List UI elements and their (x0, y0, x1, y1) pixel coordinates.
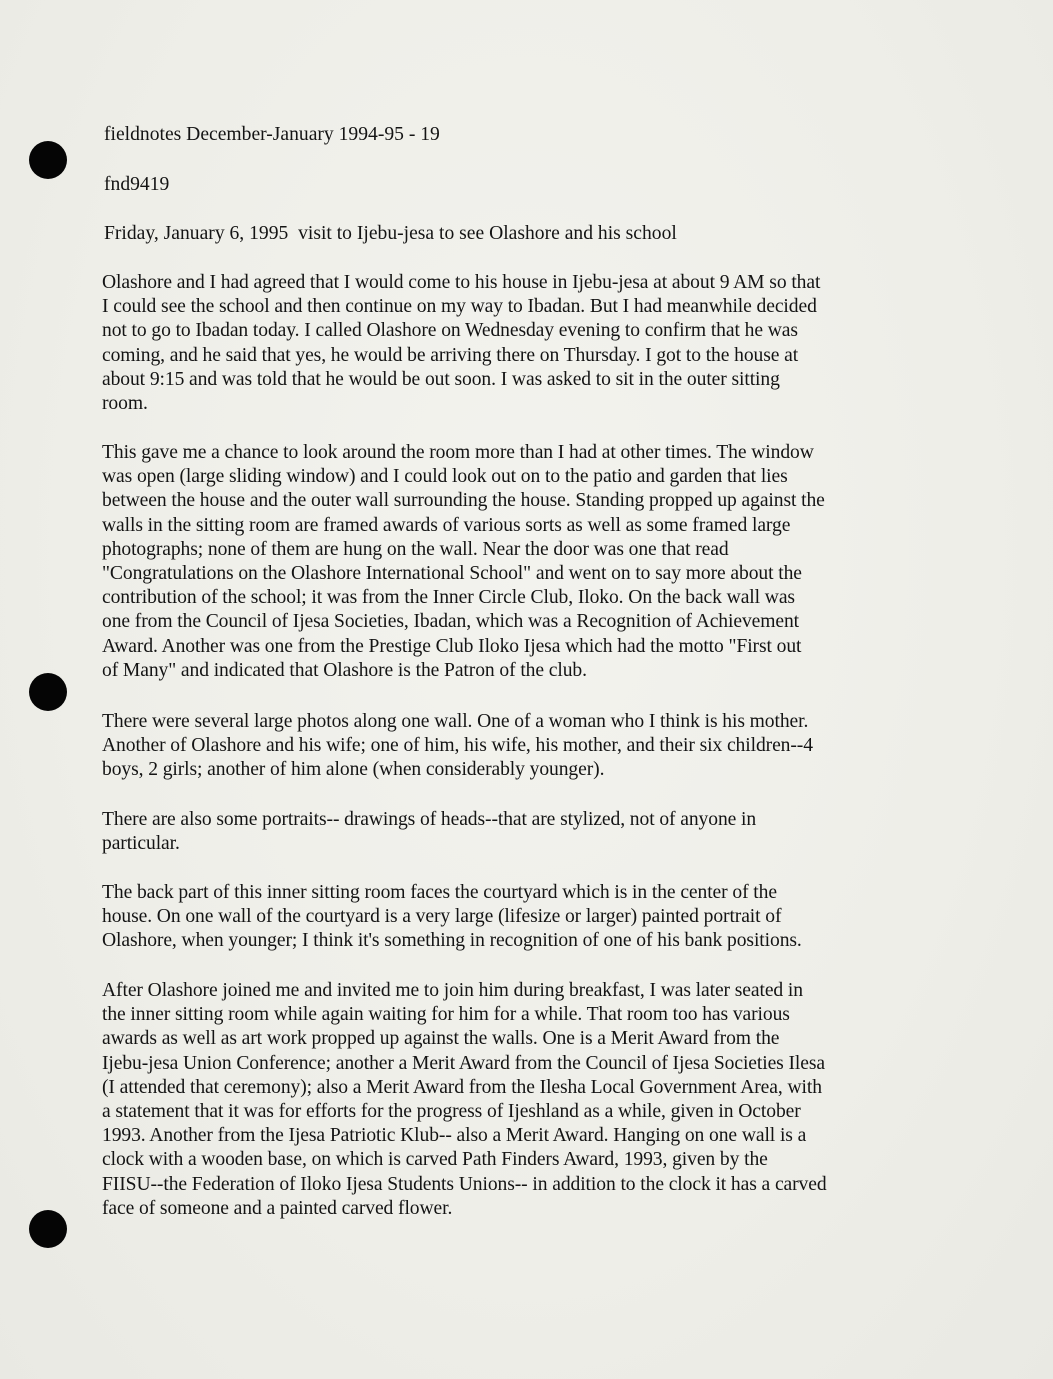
paragraph (102, 808, 932, 856)
text-line: Award. Another was one from the Prestige Club Iloko Ijesa which had the motto "First out (102, 635, 802, 657)
punch-hole (29, 1210, 67, 1248)
text-line: face of someone and a painted carved flower. (102, 1197, 453, 1219)
punch-hole (29, 673, 67, 711)
text-line: Olashore, when younger; I think it's something in recognition of one of his bank positions. (102, 930, 802, 952)
text-line: Olashore and I had agreed that I would come to his house in Ijebu-jesa at about 9 AM so that (102, 272, 821, 293)
paragraph (102, 881, 932, 954)
text-line: clock with a wooden base, on which is carved Path Finders Award, 1993, given by the (102, 1149, 768, 1171)
text-line: 1993. Another from the Ijesa Patriotic Klub-- also a Merit Award. Hanging on one wall is a (102, 1125, 807, 1147)
text-line: house. On one wall of the courtyard is a very large (lifesize or larger) painted portrait of (102, 906, 782, 928)
text-line: one from the Council of Ijesa Societies, Ibadan, which was a Recognition of Achievement (102, 611, 800, 633)
paragraph (102, 979, 932, 1221)
text-line: photographs; none of them are hung on the wall. Near the door was one that read (102, 538, 729, 560)
text-line: (I attended that ceremony); also a Merit Award from the Ilesha Local Government Area, with (102, 1076, 822, 1098)
text-line: There were several large photos along one wall. One of a woman who I think is his mother. (102, 711, 809, 732)
text-line: was open (large sliding window) and I could look out on to the patio and garden that lies (102, 466, 788, 488)
text-line: not to go to Ibadan today. I called Olashore on Wednesday evening to confirm that he was (102, 320, 798, 342)
text-line: awards as well as art work propped up against the walls. One is a Merit Award from the (102, 1028, 780, 1050)
text-line: There are also some portraits-- drawings of heads--that are stylized, not of anyone in (102, 809, 757, 830)
text-line: After Olashore joined me and invited me to join him during breakfast, I was later seated in (102, 980, 803, 1001)
text-line: The back part of this inner sitting room faces the courtyard which is in the center of the (102, 882, 777, 903)
paragraph (102, 271, 932, 416)
punch-hole (29, 141, 67, 179)
paragraph (102, 710, 932, 783)
text-line: of Many" and indicated that Olashore is the Patron of the club. (102, 659, 587, 681)
text-line: "Congratulations on the Olashore International School" and went on to say more about the (102, 563, 802, 585)
text-line: boys, 2 girls; another of him alone (when considerably younger). (102, 759, 605, 781)
text-line: the inner sitting room while again waiting for him for a while. That room too has various (102, 1004, 790, 1026)
text-line: This gave me a chance to look around the room more than I had at other times. The window (102, 442, 814, 463)
entry-heading: Friday, January 6, 1995 visit to Ijebu-jesa to see Olashore and his school (104, 223, 677, 244)
file-id: fnd9419 (104, 174, 170, 195)
document-title: fieldnotes December-January 1994-95 - 19 (104, 124, 440, 145)
text-line: particular. (102, 833, 180, 855)
text-line: Ijebu-jesa Union Conference; another a Merit Award from the Council of Ijesa Societies Ilesa (102, 1052, 825, 1074)
paragraph (102, 441, 932, 683)
text-line: a statement that it was for efforts for the progress of Ijeshland as a while, given in October (102, 1101, 801, 1123)
text-line: coming, and he said that yes, he would be arriving there on Thursday. I got to the house at (102, 344, 799, 366)
text-line: contribution of the school; it was from the Inner Circle Club, Iloko. On the back wall was (102, 587, 795, 609)
text-line: I could see the school and then continue on my way to Ibadan. But I had meanwhile decided (102, 296, 817, 318)
text-line: room. (102, 393, 148, 415)
text-line: walls in the sitting room are framed awards of various sorts as well as some framed large (102, 514, 791, 536)
text-line: FIISU--the Federation of Iloko Ijesa Students Unions-- in addition to the clock it has a carved (102, 1173, 827, 1195)
text-line: Another of Olashore and his wife; one of him, his wife, his mother, and their six children--4 (102, 735, 813, 757)
text-line: about 9:15 and was told that he would be out soon. I was asked to sit in the outer sitting (102, 368, 780, 390)
text-line: between the house and the outer wall surrounding the house. Standing propped up against the (102, 490, 825, 512)
